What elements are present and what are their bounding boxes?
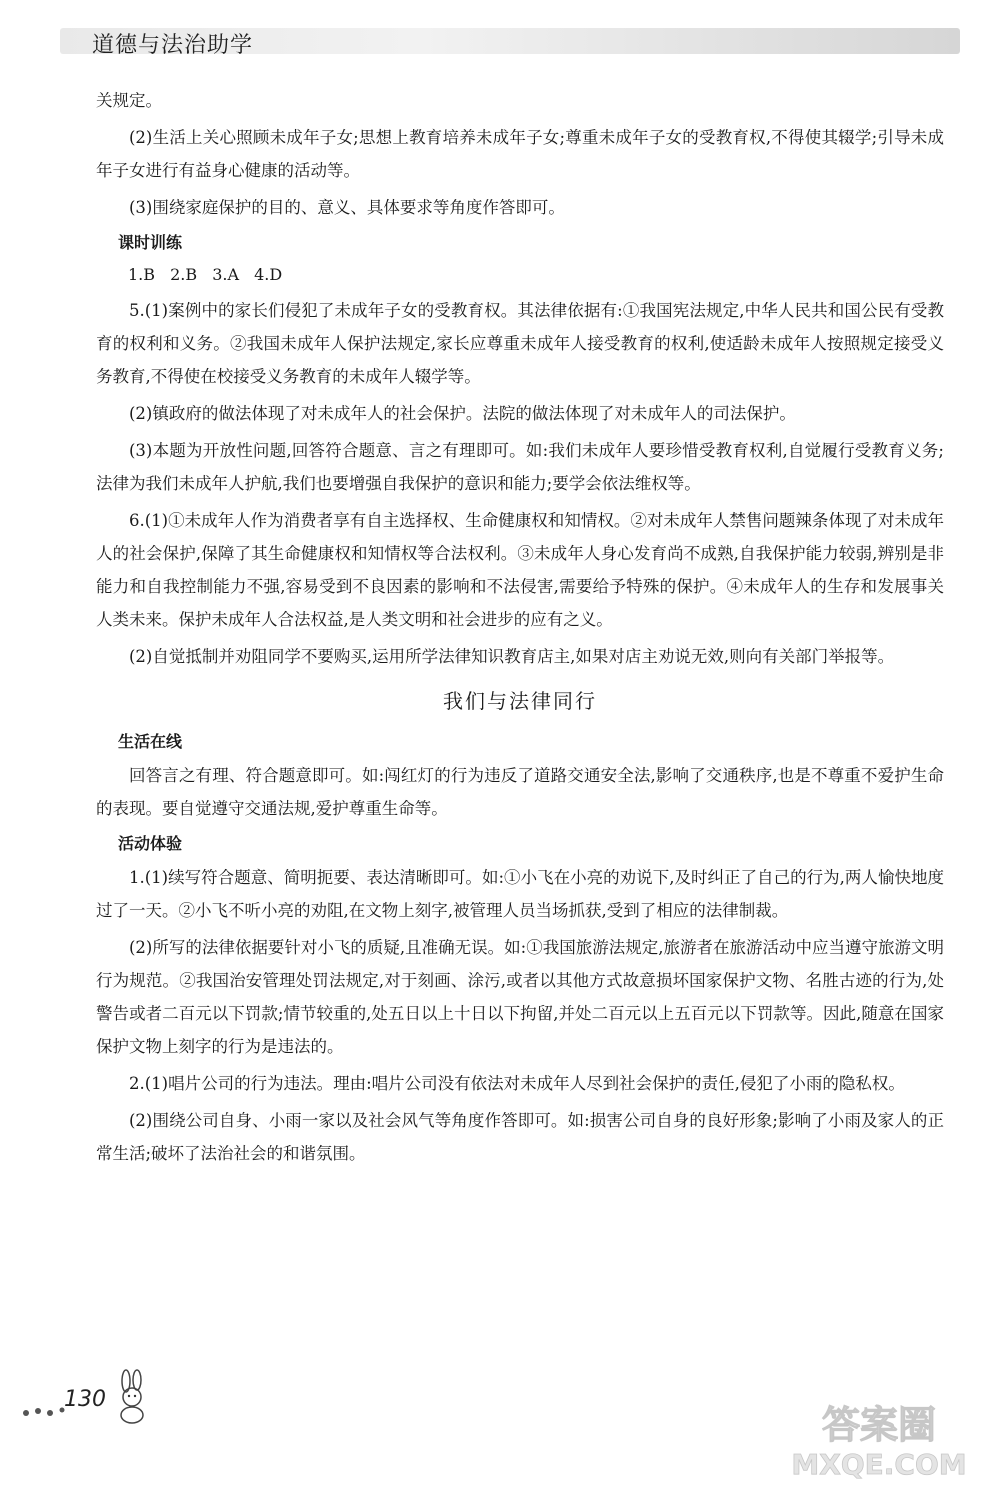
paragraph: 6.(1)①未成年人作为消费者享有自主选择权、生命健康权和知情权。②对未成年人禁售问题辣条体现了对未成年人的社会保护,保障了其生命健康权和知情权等合法权利。③未成年人身心发育尚不成熟,自我保护能力较弱,辨别是非能力和自我控制能力不强,容易受到不良因素的影响和不法侵害,需要给予特殊的保护。④未成年人的生存和发展事关人类未来。保护未成年人合法权益,是人类文明和社会进步的应有之义。	[96, 511, 944, 629]
paragraph: (2)围绕公司自身、小雨一家以及社会风气等角度作答即可。如:损害公司自身的良好形象;影响了小雨及家人的正常生活;破坏了法治社会的和谐氛围。	[96, 1111, 944, 1163]
dots-decoration-icon	[20, 1401, 68, 1421]
multiple-choice-answers: 1.B 2.B 3.A 4.D	[128, 265, 283, 284]
paragraph: 1.(1)续写符合题意、简明扼要、表达清晰即可。如:①小飞在小亮的劝说下,及时纠正了自己的行为,两人愉快地度过了一天。②小飞不听小亮的劝阻,在文物上刻字,被管理人员当场抓获,受到了相应的法律制裁。	[96, 868, 944, 920]
paragraph: (2)自觉抵制并劝阻同学不要购买,运用所学法律知识教育店主,如果对店主劝说无效,则向有关部门举报等。	[129, 647, 895, 666]
section-heading: 生活在线	[118, 732, 183, 751]
paragraph: (2)所写的法律依据要针对小飞的质疑,且准确无误。如:①我国旅游法规定,旅游者在旅游活动中应当遵守旅游文明行为规范。②我国治安管理处罚法规定,对于刻画、涂污,或者以其他方式故意损坏国家保护文物、名胜古迹的行为,处警告或者二百元以下罚款;情节较重的,处五日以上十日以下拘留,并处二百元以上五百元以下罚款等。因此,随意在国家保护文物上刻字的行为是违法的。	[96, 938, 944, 1056]
paragraph: 关规定。	[96, 91, 162, 110]
paragraph: 5.(1)案例中的家长们侵犯了未成年子女的受教育权。其法律依据有:①我国宪法规定,中华人民共和国公民有受教育的权利和义务。②我国未成年人保护法规定,家长应尊重未成年人接受教育的权利,使适龄未成年人按照规定接受义务教育,不得使在校接受义务教育的未成年人辍学等。	[96, 301, 944, 386]
bunny-mascot-icon	[112, 1369, 152, 1425]
paragraph: (3)本题为开放性问题,回答符合题意、言之有理即可。如:我们未成年人要珍惜受教育权利,自觉履行受教育义务;法律为我们未成年人护航,我们也要增强自我保护的意识和能力;要学会依法维权等。	[96, 441, 944, 493]
page-content	[96, 84, 944, 1174]
watermark-logo-text: 答案圈	[821, 1403, 937, 1447]
watermark-url: MXQE.COM	[791, 1448, 967, 1480]
paragraph: (2)镇政府的做法体现了对未成年人的社会保护。法院的做法体现了对未成年人的司法保护。	[129, 404, 796, 423]
book-title: 道德与法治助学	[92, 33, 254, 58]
paragraph: (3)围绕家庭保护的目的、意义、具体要求等角度作答即可。	[129, 198, 565, 217]
page-footer	[20, 1365, 180, 1435]
paragraph: (2)生活上关心照顾未成年子女;思想上教育培养未成年子女;尊重未成年子女的受教育权,不得使其辍学;引导未成年子女进行有益身心健康的活动等。	[96, 128, 944, 180]
lesson-title: 我们与法律同行	[443, 689, 597, 713]
paragraph: 2.(1)唱片公司的行为违法。理由:唱片公司没有依法对未成年人尽到社会保护的责任,侵犯了小雨的隐私权。	[129, 1074, 905, 1093]
paragraph: 回答言之有理、符合题意即可。如:闯红灯的行为违反了道路交通安全法,影响了交通秩序,也是不尊重不爱护生命的表现。要自觉遵守交通法规,爱护尊重生命等。	[96, 766, 944, 818]
section-heading: 课时训练	[118, 233, 183, 252]
page-header	[0, 0, 1000, 66]
section-heading: 活动体验	[118, 834, 183, 853]
page-number: 130	[64, 1387, 106, 1412]
watermark-logo	[764, 1400, 994, 1480]
